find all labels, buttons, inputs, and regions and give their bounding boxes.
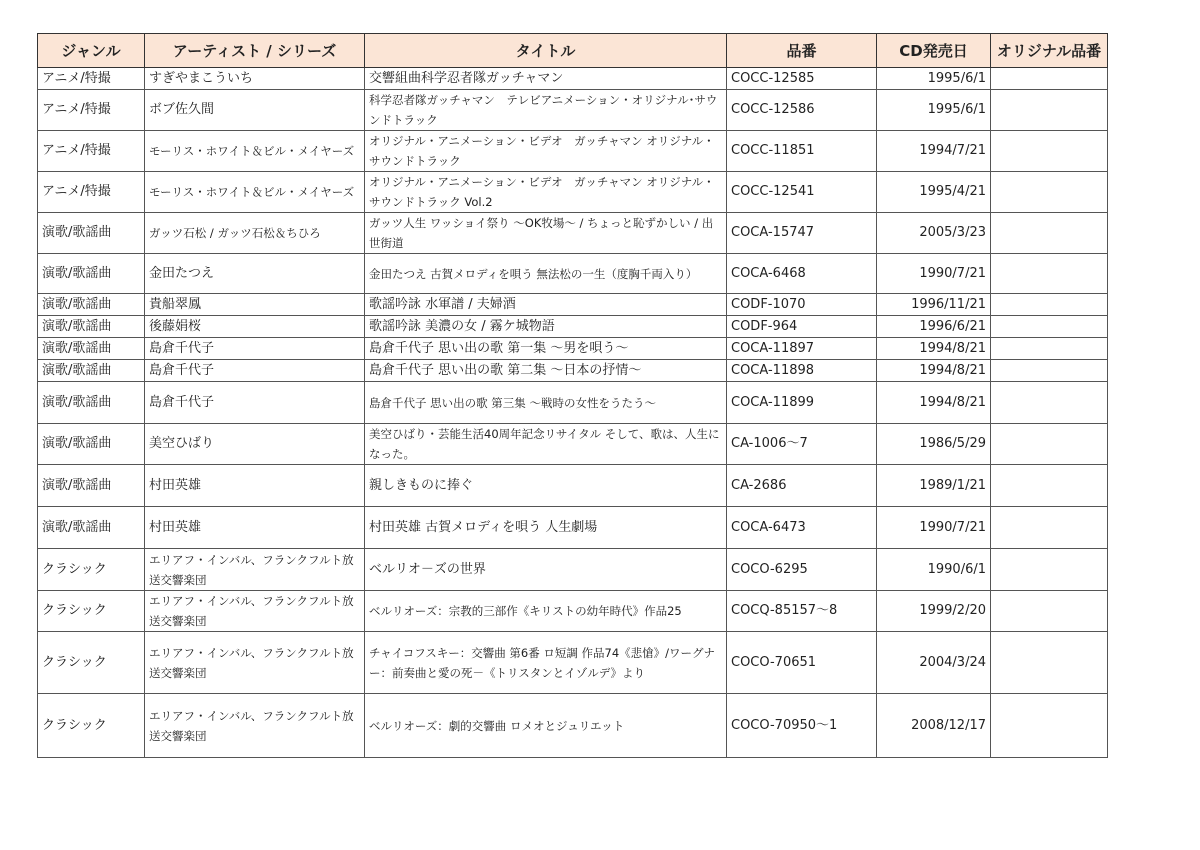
cell-genre[interactable]: アニメ/特撮 [38,172,145,213]
cell-release-date[interactable]: 1994/8/21 [877,382,991,424]
table-row[interactable] [38,360,1108,382]
cell-genre[interactable]: 演歌/歌謡曲 [38,338,145,360]
cell-title[interactable]: 島倉千代子 思い出の歌 第一集 〜男を唄う〜 [365,338,727,360]
cell-genre[interactable]: クラシック [38,549,145,591]
cell-genre[interactable]: 演歌/歌謡曲 [38,294,145,316]
table-row[interactable] [38,507,1108,549]
header-title[interactable]: タイトル [365,34,727,68]
cell-artist[interactable]: 金田たつえ [145,254,365,294]
cell-title[interactable]: 村田英雄 古賀メロディを唄う 人生劇場 [365,507,727,549]
cell-catalog[interactable]: COCA-11897 [727,338,877,360]
cell-original-catalog[interactable] [991,338,1108,360]
cell-release-date[interactable]: 1996/11/21 [877,294,991,316]
cell-original-catalog[interactable] [991,632,1108,694]
cell-original-catalog[interactable] [991,591,1108,632]
cell-catalog[interactable]: COCA-11899 [727,382,877,424]
table-row[interactable] [38,549,1108,591]
cell-original-catalog[interactable] [991,172,1108,213]
cell-genre[interactable]: 演歌/歌謡曲 [38,507,145,549]
cell-genre[interactable]: アニメ/特撮 [38,131,145,172]
cell-release-date[interactable]: 1990/7/21 [877,254,991,294]
cell-title[interactable]: オリジナル・アニメーション・ビデオ ガッチャマン オリジナル・サウンドトラック Vol.2 [365,172,727,213]
cell-artist[interactable]: 島倉千代子 [145,338,365,360]
cell-release-date[interactable]: 1995/4/21 [877,172,991,213]
cell-release-date[interactable]: 2004/3/24 [877,632,991,694]
cell-catalog[interactable]: COCQ-85157〜8 [727,591,877,632]
table-row[interactable] [38,694,1108,758]
table-row[interactable] [38,172,1108,213]
cell-catalog[interactable]: COCC-12541 [727,172,877,213]
cell-original-catalog[interactable] [991,213,1108,254]
cell-original-catalog[interactable] [991,90,1108,131]
table-row[interactable] [38,424,1108,465]
cell-title[interactable]: 金田たつえ 古賀メロディを唄う 無法松の一生（度胸千両入り） [365,254,727,294]
cell-genre[interactable]: 演歌/歌謡曲 [38,254,145,294]
cell-genre[interactable]: 演歌/歌謡曲 [38,424,145,465]
cell-catalog[interactable]: CA-2686 [727,465,877,507]
cell-artist[interactable]: ボブ佐久間 [145,90,365,131]
cell-artist[interactable]: 村田英雄 [145,465,365,507]
cell-original-catalog[interactable] [991,507,1108,549]
cell-artist[interactable]: モーリス・ホワイト＆ビル・メイヤーズ [145,172,365,213]
cell-artist[interactable]: モーリス・ホワイト＆ビル・メイヤーズ [145,131,365,172]
table-row[interactable] [38,68,1108,90]
table-row[interactable] [38,254,1108,294]
cell-title[interactable]: ガッツ人生 ワッショイ祭り 〜OK牧場〜 / ちょっと恥ずかしい / 出世街道 [365,213,727,254]
cell-title[interactable]: 島倉千代子 思い出の歌 第二集 〜日本の抒情〜 [365,360,727,382]
cell-title[interactable]: 交響組曲科学忍者隊ガッチャマン [365,68,727,90]
header-release-date[interactable]: CD発売日 [877,34,991,68]
cell-catalog[interactable]: COCO-6295 [727,549,877,591]
table-row[interactable] [38,213,1108,254]
cell-original-catalog[interactable] [991,316,1108,338]
cell-original-catalog[interactable] [991,694,1108,758]
cell-release-date[interactable]: 1989/1/21 [877,465,991,507]
cell-original-catalog[interactable] [991,465,1108,507]
cell-release-date[interactable]: 1994/7/21 [877,131,991,172]
catalog-table [37,33,1108,758]
header-row [38,34,1108,68]
cell-release-date[interactable]: 2005/3/23 [877,213,991,254]
cell-title[interactable]: 科学忍者隊ガッチャマン テレビアニメーション・オリジナル･サウンドトラック [365,90,727,131]
cell-original-catalog[interactable] [991,68,1108,90]
cell-catalog[interactable]: COCA-6468 [727,254,877,294]
cell-artist[interactable]: 後藤娟桜 [145,316,365,338]
cell-genre[interactable]: クラシック [38,694,145,758]
cell-artist[interactable]: すぎやまこういち [145,68,365,90]
cell-release-date[interactable]: 1995/6/1 [877,68,991,90]
table-row[interactable] [38,316,1108,338]
cell-genre[interactable]: クラシック [38,591,145,632]
table-row[interactable] [38,131,1108,172]
cell-release-date[interactable]: 1994/8/21 [877,360,991,382]
cell-original-catalog[interactable] [991,360,1108,382]
table-row[interactable] [38,294,1108,316]
cell-genre[interactable]: クラシック [38,632,145,694]
cell-artist[interactable]: 島倉千代子 [145,360,365,382]
cell-artist[interactable]: エリアフ・インバル、フランクフルト放送交響楽団 [145,549,365,591]
table-row[interactable] [38,465,1108,507]
header-original-catalog[interactable]: オリジナル品番 [991,34,1108,68]
cell-title[interactable]: 歌謡吟詠 水軍譜 / 夫婦酒 [365,294,727,316]
cell-original-catalog[interactable] [991,382,1108,424]
cell-genre[interactable]: 演歌/歌謡曲 [38,360,145,382]
cell-release-date[interactable]: 2008/12/17 [877,694,991,758]
cell-title[interactable]: ベルリオーズ：宗教的三部作《キリストの幼年時代》作品25 [365,591,727,632]
header-catalog[interactable]: 品番 [727,34,877,68]
table-row[interactable] [38,90,1108,131]
cell-catalog[interactable]: COCC-12585 [727,68,877,90]
table-row[interactable] [38,382,1108,424]
cell-title[interactable]: 親しきものに捧ぐ [365,465,727,507]
cell-artist[interactable]: エリアフ・インバル、フランクフルト放送交響楽団 [145,591,365,632]
cell-catalog[interactable]: CODF-1070 [727,294,877,316]
cell-release-date[interactable]: 1990/7/21 [877,507,991,549]
table-row[interactable] [38,338,1108,360]
cell-title[interactable]: 歌謡吟詠 美濃の女 / 霧ケ城物語 [365,316,727,338]
cell-artist[interactable]: エリアフ・インバル、フランクフルト放送交響楽団 [145,694,365,758]
cell-release-date[interactable]: 1986/5/29 [877,424,991,465]
cell-release-date[interactable]: 1995/6/1 [877,90,991,131]
cell-genre[interactable]: アニメ/特撮 [38,68,145,90]
cell-original-catalog[interactable] [991,424,1108,465]
cell-original-catalog[interactable] [991,254,1108,294]
table-body [38,68,1108,758]
cell-catalog[interactable]: CA-1006〜7 [727,424,877,465]
header-genre[interactable]: ジャンル [38,34,145,68]
cell-title[interactable]: ベルリオーズ：劇的交響曲 ロメオとジュリエット [365,694,727,758]
cell-title[interactable]: ベルリオ－ズの世界 [365,549,727,591]
cell-artist[interactable]: 貴船翠鳳 [145,294,365,316]
cell-catalog[interactable]: COCA-15747 [727,213,877,254]
cell-release-date[interactable]: 1999/2/20 [877,591,991,632]
cell-catalog[interactable]: COCC-11851 [727,131,877,172]
cell-genre[interactable]: 演歌/歌謡曲 [38,316,145,338]
cell-original-catalog[interactable] [991,294,1108,316]
table-row[interactable] [38,632,1108,694]
header-artist[interactable]: アーティスト / シリーズ [145,34,365,68]
cell-catalog[interactable]: COCO-70651 [727,632,877,694]
cell-catalog[interactable]: COCC-12586 [727,90,877,131]
cell-artist[interactable]: エリアフ・インバル、フランクフルト放送交響楽団 [145,632,365,694]
cell-genre[interactable]: 演歌/歌謡曲 [38,382,145,424]
cell-release-date[interactable]: 1990/6/1 [877,549,991,591]
cell-artist[interactable]: 島倉千代子 [145,382,365,424]
cell-title[interactable]: 美空ひばり・芸能生活40周年記念リサイタル そして、歌は、人生になった。 [365,424,727,465]
cell-original-catalog[interactable] [991,549,1108,591]
cell-catalog[interactable]: CODF-964 [727,316,877,338]
cell-title[interactable]: オリジナル・アニメーション・ビデオ ガッチャマン オリジナル・サウンドトラック [365,131,727,172]
cell-release-date[interactable]: 1994/8/21 [877,338,991,360]
table-row[interactable] [38,591,1108,632]
cell-genre[interactable]: 演歌/歌謡曲 [38,465,145,507]
cell-genre[interactable]: 演歌/歌謡曲 [38,213,145,254]
cell-title[interactable]: チャイコフスキー：交響曲 第6番 ロ短調 作品74《悲愴》/ワーグナー：前奏曲と愛の死－《トリスタンとイゾルデ》より [365,632,727,694]
cell-catalog[interactable]: COCO-70950〜1 [727,694,877,758]
cell-artist[interactable]: 美空ひばり [145,424,365,465]
cell-catalog[interactable]: COCA-11898 [727,360,877,382]
cell-genre[interactable]: アニメ/特撮 [38,90,145,131]
cell-release-date[interactable]: 1996/6/21 [877,316,991,338]
cell-catalog[interactable]: COCA-6473 [727,507,877,549]
cell-original-catalog[interactable] [991,131,1108,172]
cell-artist[interactable]: ガッツ石松 / ガッツ石松＆ちひろ [145,213,365,254]
cell-artist[interactable]: 村田英雄 [145,507,365,549]
cell-title[interactable]: 島倉千代子 思い出の歌 第三集 〜戦時の女性をうたう〜 [365,382,727,424]
